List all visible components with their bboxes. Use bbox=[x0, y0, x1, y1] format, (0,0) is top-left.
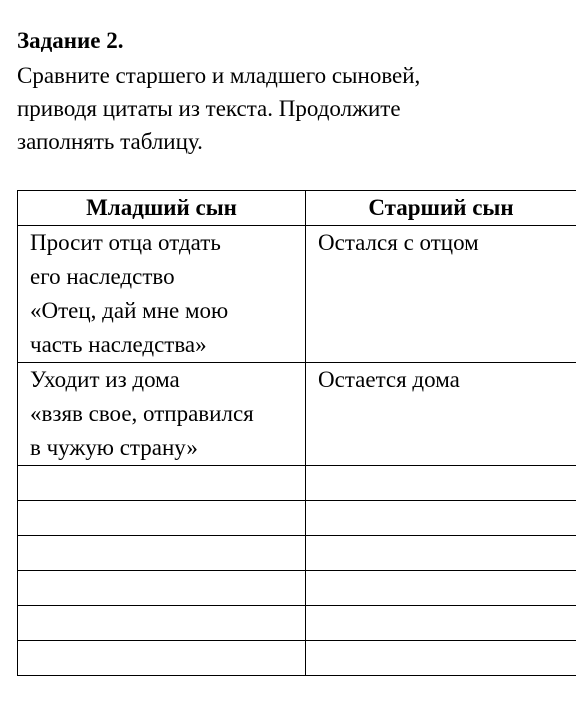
cell-text: «Отец, дай мне мою bbox=[30, 298, 229, 323]
cell-elder-son bbox=[306, 363, 576, 466]
empty-cell[interactable] bbox=[306, 641, 576, 676]
empty-cell[interactable] bbox=[18, 536, 306, 571]
instruction-line: приводя цитаты из текста. Продолжите bbox=[17, 96, 401, 121]
empty-cell[interactable] bbox=[18, 501, 306, 536]
empty-table-row bbox=[18, 606, 576, 641]
empty-cell[interactable] bbox=[306, 466, 576, 501]
empty-table-row bbox=[18, 466, 576, 501]
empty-cell[interactable] bbox=[18, 571, 306, 606]
cell-elder-son bbox=[306, 226, 576, 363]
header-younger-son: Младший сын bbox=[18, 191, 306, 226]
empty-table-row bbox=[18, 571, 576, 606]
instruction-line: Сравните старшего и младшего сыновей, bbox=[17, 63, 421, 88]
comparison-table bbox=[17, 190, 576, 676]
cell-text: Уходит из дома bbox=[30, 367, 180, 392]
cell-text: Остается дома bbox=[318, 367, 460, 392]
table-row bbox=[18, 363, 576, 466]
empty-cell[interactable] bbox=[306, 501, 576, 536]
task-title: Задание 2. bbox=[17, 28, 124, 53]
cell-younger-son bbox=[18, 363, 306, 466]
empty-table-row bbox=[18, 501, 576, 536]
cell-text: «взяв свое, отправился bbox=[30, 401, 254, 426]
table-row bbox=[18, 226, 576, 363]
header-elder-son: Старший сын bbox=[306, 191, 576, 226]
table-header-row bbox=[18, 191, 576, 226]
empty-cell[interactable] bbox=[18, 466, 306, 501]
cell-text: в чужую страну» bbox=[30, 435, 198, 460]
empty-cell[interactable] bbox=[18, 606, 306, 641]
instruction-line: заполнять таблицу. bbox=[17, 129, 203, 154]
cell-text: его наследство bbox=[30, 264, 175, 289]
cell-text: Остался с отцом bbox=[318, 230, 479, 255]
empty-table-row bbox=[18, 536, 576, 571]
cell-younger-son bbox=[18, 226, 306, 363]
empty-cell[interactable] bbox=[306, 536, 576, 571]
task-instructions bbox=[17, 59, 562, 158]
empty-table-row bbox=[18, 641, 576, 676]
cell-text: часть наследства» bbox=[30, 332, 207, 357]
empty-cell[interactable] bbox=[306, 571, 576, 606]
cell-text: Просит отца отдать bbox=[30, 230, 221, 255]
empty-cell[interactable] bbox=[18, 641, 306, 676]
empty-cell[interactable] bbox=[306, 606, 576, 641]
